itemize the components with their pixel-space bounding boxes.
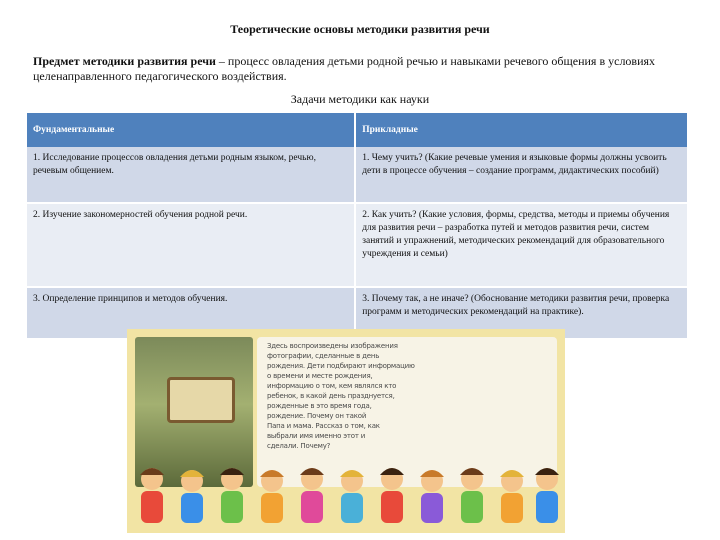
illustration-text-line: Папа и мама. Рассказ о том, как — [267, 422, 380, 430]
illustration-text-line: ребенок, в какой день празднуется, — [267, 392, 395, 400]
table-cell: 3. Почему так, а не иначе? (Обоснование методики развития речи, проверка программ и методических рекомендаций на практике). — [355, 287, 688, 339]
illustration-text-line: о времени и месте рождения, — [267, 372, 373, 380]
table-cell: 2. Как учить? (Какие условия, формы, средства, методы и приемы обучения для развития речи – разработка путей и методов развития речи, систем занятий и упражнений, методических рекомендаций для образовательного учреждения и семьи) — [355, 203, 688, 287]
tasks-table — [27, 113, 689, 340]
page-title: Теоретические основы методики развития речи — [230, 22, 490, 36]
illustration-text-line: Здесь воспроизведены изображения — [267, 342, 398, 350]
illustration-text-line: информацию о том, кем являлся кто — [267, 382, 397, 390]
illustration-text-line: сделали. Почему? — [267, 442, 331, 450]
signboard — [167, 377, 235, 423]
table-row — [27, 147, 688, 203]
table-cell: 1. Исследование процессов овладения детьми родным языком, речью, речевым общением. — [27, 147, 355, 203]
illustration-text-line: рожденные в это время года, — [267, 402, 372, 410]
illustration-text-line: фотографии, сделанные в день — [267, 352, 380, 360]
children-row-icon — [127, 463, 565, 533]
definition-paragraph — [33, 54, 698, 84]
table-cell: 2. Изучение закономерностей обучения родной речи. — [27, 203, 355, 287]
table-header-row — [27, 113, 688, 147]
column-header-applied: Прикладные — [355, 113, 688, 147]
illustration-text — [267, 341, 547, 451]
children-illustration — [127, 329, 565, 533]
definition-text: – процесс овладения детьми родной речью и навыками речевого общения в условиях целенаправленного педагогического воздействия. — [33, 54, 656, 83]
illustration-text-line: рождения. Дети подбирают информацию — [267, 362, 415, 370]
tasks-heading: Задачи методики как науки — [290, 92, 430, 106]
illustration-text-line: выбрали имя именно этот и — [267, 432, 366, 440]
illustration-text-line: рождение. Почему он такой — [267, 412, 367, 420]
table-row — [27, 203, 688, 287]
table-cell: 3. Определение принципов и методов обучения. — [27, 287, 355, 339]
definition-term: Предмет методики развития речи — [33, 54, 216, 68]
table-cell: 1. Чему учить? (Какие речевые умения и языковые формы должны усвоить дети в процессе обучения – создание программ, дидактических пособий) — [355, 147, 688, 203]
column-header-fundamental: Фундаментальные — [27, 113, 355, 147]
